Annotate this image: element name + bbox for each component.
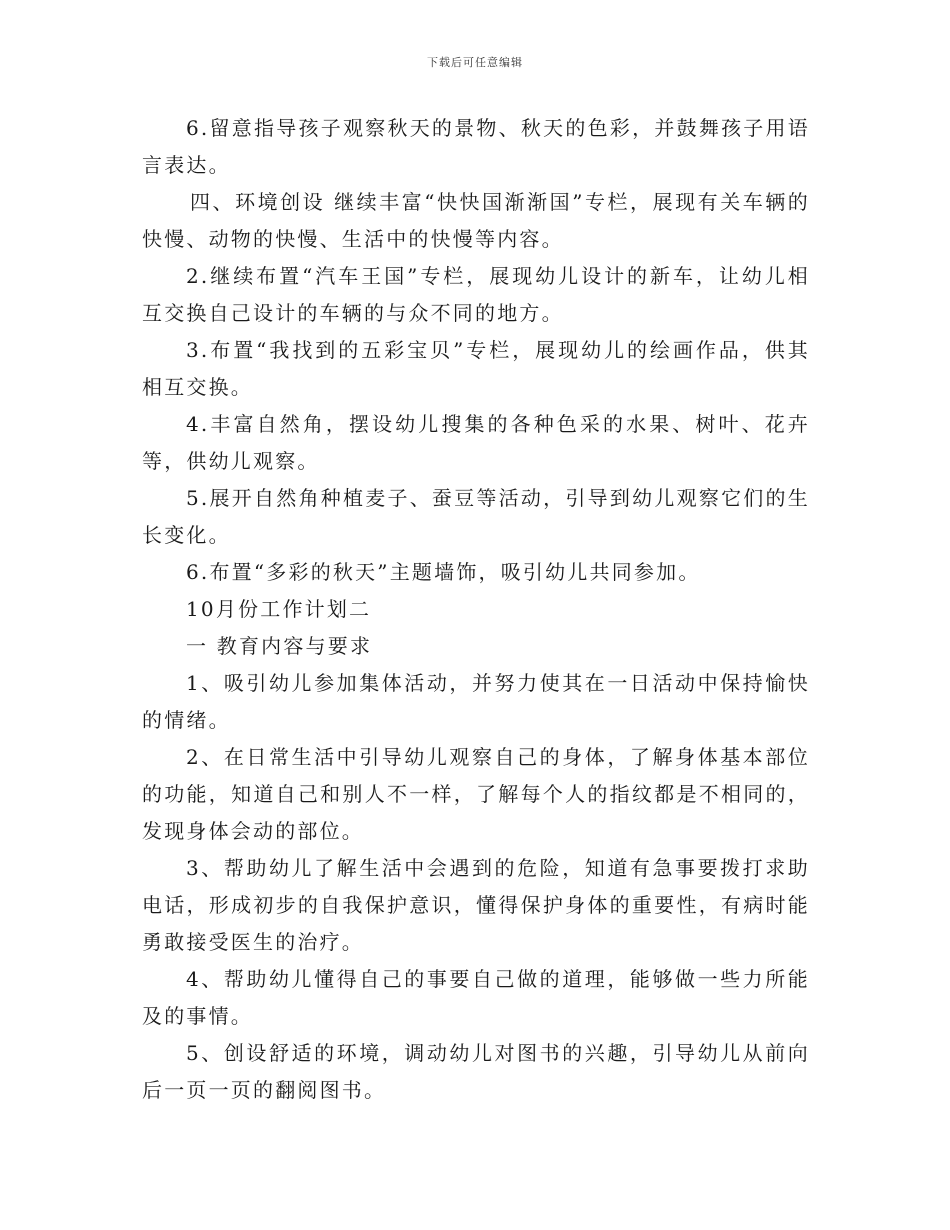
document-body: [142, 110, 810, 1109]
paragraph-environment-setup: 四、环境创设 继续丰富“快快国渐渐国”专栏，展现有关车辆的快慢、动物的快慢、生活中的快慢等内容。: [142, 190, 810, 251]
page-header-note: 下载后可任意编辑: [427, 56, 523, 69]
paragraph-planting: 5.展开自然角种植麦子、蚕豆等活动，引导到幼儿观察它们的生长变化。: [142, 486, 810, 547]
paragraph-colorful-treasure: 3.布置“我找到的五彩宝贝”专栏，展现幼儿的绘画作品，供其相互交换。: [142, 338, 810, 399]
list-item-2: 2、在日常生活中引导幼儿观察自己的身体，了解身体基本部位的功能，知道自己和别人不一样，了解每个人的指纹都是不相同的，发现身体会动的部位。: [142, 745, 810, 843]
section-heading-education: 一 教育内容与要求: [186, 634, 373, 658]
paragraph-observe-autumn: 6.留意指导孩子观察秋天的景物、秋天的色彩，并鼓舞孩子用语言表达。: [142, 116, 810, 177]
paragraph-theme-wall: 6.布置“多彩的秋天”主题墙饰，吸引幼儿共同参加。: [186, 560, 701, 584]
list-item-5: 5、创设舒适的环境，调动幼儿对图书的兴趣，引导幼儿从前向后一页一页的翻阅图书。: [142, 1041, 810, 1102]
paragraph-car-kingdom: 2.继续布置“汽车王国”专栏，展现幼儿设计的新车，让幼儿相互交换自己设计的车辆的与众不同的地方。: [142, 264, 810, 325]
list-item-3: 3、帮助幼儿了解生活中会遇到的危险，知道有急事要拨打求助电话，形成初步的自我保护意识，懂得保护身体的重要性，有病时能勇敢接受医生的治疗。: [142, 856, 810, 954]
list-item-1: 1、吸引幼儿参加集体活动，并努力使其在一日活动中保持愉快的情绪。: [142, 671, 810, 732]
section-title-plan-two: 10月份工作计划二: [186, 597, 372, 621]
list-item-4: 4、帮助幼儿懂得自己的事要自己做的道理，能够做一些力所能及的事情。: [142, 967, 810, 1028]
paragraph-nature-corner: 4.丰富自然角，摆设幼儿搜集的各种色采的水果、树叶、花卉等，供幼儿观察。: [142, 412, 810, 473]
